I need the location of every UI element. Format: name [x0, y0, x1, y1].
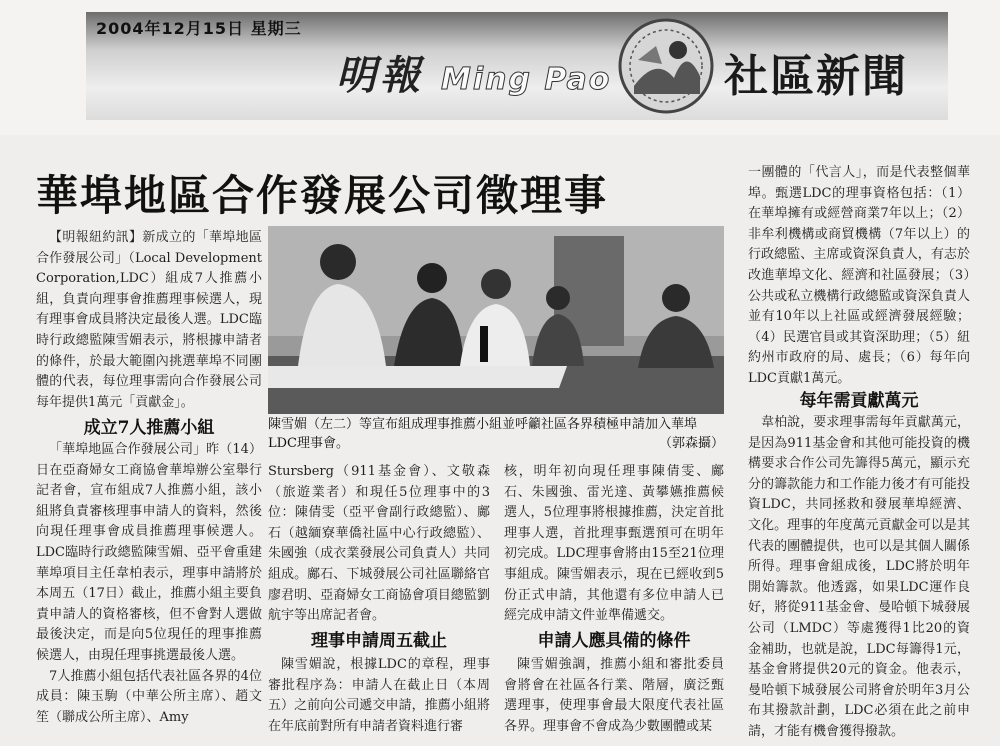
- article-column-4: [748, 163, 970, 390]
- article-paragraph: 陳雪媚說，根據LDC的章程，理事審批程序為：申請人在截止日（本周五）之前向公司遞交申請，推薦小組將在年底前對所有申請者資料進行審: [268, 657, 490, 734]
- issue-date: 2004年12月15日 星期三: [96, 19, 302, 38]
- brand-logo-chinese: 明報: [336, 52, 424, 99]
- subheading: 每年需貢獻萬元: [799, 391, 919, 411]
- article-column-3: [504, 462, 724, 627]
- article-paragraph: 核，明年初向現任理事陳倩雯、鄺石、朱國強、雷光達、黃攀嬿推薦候選人，5位理事將根據推薦，決定首批理事人選，首批理事甄選預可在明年初完成。LDC理事會將由15至21位理事組成。陳雪媚表示，現在已經收到5份正式申請，其他還有多位申請人已經完成申請文件並準備遞交。: [504, 464, 724, 624]
- article-column-1b: [36, 440, 262, 728]
- article-headline: 華埠地區合作發展公司徵理事: [36, 171, 609, 220]
- article-column-1: [36, 228, 262, 413]
- photo-caption: [268, 415, 724, 453]
- brand-logo-english: Ming Pao: [441, 62, 612, 97]
- article-paragraph: 韋柏說，要求理事需每年貢獻萬元，是因為911基金會和其他可能投資的機構要求合作公司先籌得5萬元，顯示充分的籌款能力和工作能力後才有可能投資LDC，共同拯救和發展華埠經濟、文化。理事的年度萬元貢獻金可以是其代表的團體提供，也可以是其個人關係所得。理事會組成後，LDC將於明年開始籌款。他透露，如果LDC運作良好，將從911基金會、曼哈頓下城發展公司（LMDC）等處獲得1比20的資金補助，也就是說，LDC每籌得1元，基金會將提供20元的資金。他表示，曼哈頓下城發展公司將會於明年3月公布其撥款計劃，LDC必須在此之前申請，才能有機會獲得撥款。: [748, 415, 970, 739]
- section-emblem-icon: [616, 16, 716, 116]
- photo-credit: （郭森攝）: [658, 436, 724, 451]
- article-column-4b: [748, 413, 970, 743]
- article-paragraph: 陳雪媚強調，推薦小組和審批委員會將會在社區各行業、階層，廣泛甄選理事，使理事會最大限度代表社區各界。理事會不會成為少數團體或某: [504, 657, 724, 734]
- news-photo: [268, 226, 724, 414]
- press-conference-photo-icon: [268, 226, 724, 414]
- article-paragraph: 【明報紐約訊】新成立的「華埠地區合作發展公司」（Local Development Corporation,LDC）組成7人推薦小組，負責向理事會推薦理事候選人，現有理事會成員將決定最後人選。LDC臨時行政總監陳雪媚表示，將根據申請者的條件，於最大範圍內挑選華埠不同團體的代表，每位理事需向合作發展公司每年提供1萬元「貢獻金」。: [36, 230, 262, 410]
- section-title: 社區新聞: [724, 51, 908, 102]
- article-column-2b: [268, 655, 490, 737]
- article-paragraph: 「華埠地區合作發展公司」昨（14）日在亞裔婦女工商協會華埠辦公室舉行記者會，宣布組成7人推薦小組，該小組將負責審核理事申請人的資料，然後向現任理事會成員推薦理事候選人。LDC臨時行政總監陳雪媚、亞平會重建華埠項目主任韋柏表示，理事申請將於本周五（17日）截止，推薦小組主要負責申請人的資格審核，但不會對人選做最後決定，而是向5位現任的理事推薦候選人，由現任理事挑選最後人選。: [36, 442, 262, 663]
- article-paragraph: 7人推薦小組包括代表社區各界的4位成員：陳玉駒（中華公所主席）、趙文笙（聯成公所主席）、Amy: [36, 668, 262, 725]
- masthead: [86, 12, 948, 120]
- article-paragraph: Stursberg（911基金會）、文敬森（旅遊業者）和現任5位理事中的3位：陳倩雯（亞平會副行政總監）、鄺石（越緬寮華僑社區中心行政總監）、朱國強（成衣業發展公司負責人）共同組成。鄺石、下城發展公司社區聯絡官廖君明、亞裔婦女工商協會項目總監劉航宇等出席記者會。: [268, 464, 490, 624]
- article-column-3b: [504, 655, 724, 737]
- subheading: 成立7人推薦小組: [83, 418, 215, 438]
- article-paragraph: 一團體的「代言人」，而是代表整個華埠。甄選LDC的理事資格包括：（1）在華埠擁有或經營商業7年以上；（2）非牟利機構或商貿機構（7年以上）的行政總監、主席或資深負責人，有志於改進華埠文化、經濟和社區發展；（3）公共或私立機構行政總監或資深負責人並有10年以上社區或經濟發展經驗；（4）民選官員或其資深助理；（5）紐約州市政府的局、處長；（6）每年向LDC貢獻1萬元。: [748, 165, 970, 386]
- article-column-2: [268, 462, 490, 627]
- subheading: 理事申請周五截止: [311, 631, 447, 651]
- caption-text: 陳雪媚（左二）等宣布組成理事推薦小組並呼籲社區各界積極申請加入華埠LDC理事會。: [268, 417, 698, 451]
- subheading: 申請人應具備的條件: [537, 631, 691, 651]
